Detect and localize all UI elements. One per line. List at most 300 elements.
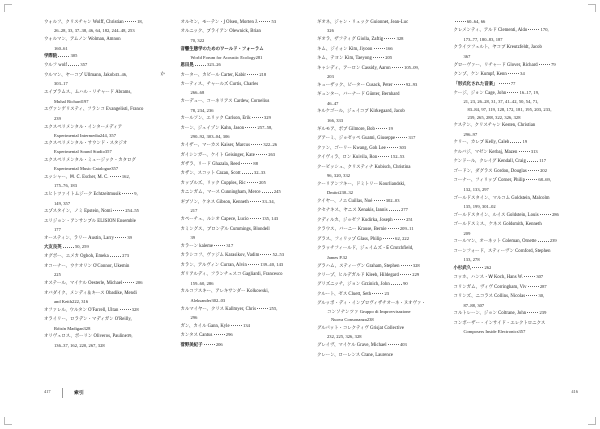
entry-roman: Capece, Lucio [219,217,249,223]
index-entry [454,80,579,89]
continuation-text: 133, 278 [463,257,480,263]
dot-leader [388,228,399,229]
entry-japanese: ガザラ、リード [180,161,211,167]
continuation-text: 136–37, 162, 220, 267, 328 [54,342,105,348]
continuation-text: 217 [190,208,198,214]
entry-pages: 317 [226,242,234,248]
index-entry [181,45,306,54]
index-entry [181,169,306,178]
continuation-text: 96, 320, 332 [327,173,351,179]
index-columns [44,18,578,370]
continuation-text: 132, 133, 297 [463,186,489,192]
index-entry [44,156,169,165]
entry-roman: Carlson, Erik [223,116,251,122]
entry-japanese: エヴァンゲリスティ、フランコ [44,107,105,113]
entry-japanese: オファレル、ウルタン [44,307,87,313]
entry-pages: 218 [259,71,267,77]
dot-leader [247,182,258,183]
entry-pages: 254–55 [125,208,139,214]
continuation-text: Experimental Intermedia [54,132,100,138]
entry-roman: Cazan, Scott [215,171,241,177]
entry-japanese: クイヴィラ、ロン [317,155,352,161]
continuation-text: 232, 225, 326, 328 [327,334,362,340]
index-entry [181,97,306,106]
continuation-text: 239 [54,115,61,121]
index-entry-continuation [44,182,169,190]
continuation-text: 239, 265, 288, 322, 326, 328 [467,114,521,120]
index-entry [44,123,169,132]
entry-roman: O'Reilly, [113,317,132,323]
entry-japanese: ギブソン、ケネス [180,199,216,205]
entry-pages: 328 [131,306,139,312]
dot-leader [519,151,530,152]
dot-leader [241,163,252,164]
entry-japanese: 「形式化された音楽」 [453,81,498,87]
entry-japanese: カーター、カビール [180,72,220,78]
dot-leader [214,245,225,246]
entry-pages: 39, [126,333,133,339]
entry-roman: Goldstein, Malcolm [510,195,550,201]
entry-japanese: グリズニッチ、ジョン [317,282,361,288]
index-entry [44,52,169,61]
entry-japanese: グルパット・コレクティヴ [317,325,369,331]
index-entry [181,215,306,224]
entry-japanese: コーンフォード、スティーヴン [453,248,514,254]
continuation-pages: 197 [81,98,89,104]
index-entry [317,54,442,63]
page-footer [44,389,578,401]
index-entry-continuation [317,27,442,35]
dot-leader [245,127,256,128]
index-entry-continuation [454,98,579,106]
entry-roman: Kallmyer, Chris [224,306,256,312]
dot-leader [195,65,206,66]
entry-japanese: オースティン、ラリー [44,235,87,241]
continuation-text: 78, 234, 236 [190,107,214,113]
dot-leader [392,67,403,68]
entry-japanese: キャシディ、アーロン [317,65,361,71]
index-entry: か カーター、カビール Carter, Kabir 218 [160,71,267,78]
entry-roman: ELISION Ensemble [96,218,136,224]
entry-pages: 62, 222 [395,235,409,241]
entry-roman: Austin, Larry [86,235,114,241]
index-entry-continuation [317,308,442,316]
entry-japanese: キルケゴール、ジェイコブ [317,109,369,115]
index-entry [454,148,579,157]
entry-roman: Olewnick, Brian [228,29,261,35]
entry-roman: Cluett, Seth [347,291,372,297]
dot-leader [120,309,131,310]
dot-leader [528,29,539,30]
continuation-pages: 357 [104,149,112,155]
dot-leader [250,201,261,202]
index-entry [454,283,579,292]
index-entry-continuation [317,316,442,324]
entry-roman: Kleeb, Hildegard [364,272,399,278]
entry-japanese: オリヴェロス、ポーリン [44,334,93,340]
entry-roman: Kendall, Craig [496,159,526,165]
index-entry [454,89,579,98]
crop-mark-top-left [4,4,12,12]
continuation-pages: 357 [111,166,119,172]
index-entry [317,341,442,350]
entry-japanese: ゴールドスミス、ケネス [453,222,502,228]
dot-leader [540,214,551,215]
continuation-text: 290–92, 303–04, 306 [190,134,230,140]
dot-leader [115,237,126,238]
entry-pages: 166 [385,45,393,51]
dot-leader [455,21,466,22]
entry-roman: Cantus [197,333,213,339]
entry-roman: Giolla, Zaftig [355,37,384,43]
entry-japanese: ギルモア、ボブ [317,126,348,132]
index-entry-continuation [181,207,306,215]
entry-roman: Cardew, Cornelius [232,99,270,105]
entry-pages: 328 [396,36,404,42]
entry-japanese: キム、テヨン [317,56,344,62]
dot-leader [252,117,263,118]
entry-roman: Karasikov, Vadim [223,253,260,259]
entry-japanese: コッホ、ハンス・W [453,275,493,281]
entry-japanese: 小杉武久 [453,266,472,272]
entry-japanese: ゴードン、ダグラス [453,168,493,174]
continuation-pages: 32 [342,254,348,260]
entry-japanese: カミングス、ブロンデル [180,226,229,232]
entry-pages: 162, [121,173,130,179]
index-entry [317,271,442,280]
entry-roman: O'Farrell, Ultan [86,307,119,313]
dot-leader [376,128,387,129]
dot-leader [400,274,411,275]
index-entry-continuation [454,186,579,194]
index-entry-continuation [454,302,579,310]
index-entry-continuation [181,280,306,288]
entry-japanese: クレーン、ローレンス [317,352,361,358]
dot-leader [248,264,259,265]
entry-roman: Echtzeitmusik [92,192,121,198]
entry-pages: 105–09, [404,64,419,70]
entry-pages: 322–26 [263,142,278,148]
entry-japanese: ウォルフ、クリスチャン [44,20,92,25]
index-entry [44,61,169,70]
entry-roman: Kubisch, Christina [373,164,411,170]
entry-japanese: クラッチフィールド、ジェイムズ・E [317,246,390,252]
entry-japanese: エリジョン・アンサンブル [44,218,97,224]
index-entry [317,35,442,44]
index-entry [181,331,306,340]
entry-japanese: ケステン、クリスチャン [453,123,501,129]
entry-roman: Kumpf, Kenn [479,72,507,78]
continuation-text: 149, 357 [54,200,71,206]
entry-japanese: ギオネ、ジャン・リュック [317,20,370,25]
entry-japanese: キム、ジイォン [317,46,348,52]
continuation-text: 87–88, 307 [463,302,485,308]
entry-japanese: クレメンティ、アルド [453,28,497,34]
index-entry [454,26,579,35]
entry-japanese: グアーミ、ジョゼッペ [317,136,361,142]
dot-leader [257,308,268,309]
continuation-text: Muhal Richard [54,98,82,104]
index-entry [181,80,306,89]
entry-japanese: ガイシンガー、ケイト [180,152,224,158]
dot-leader [508,73,519,74]
dot-leader [378,156,389,157]
entry-pages: 239 [549,238,557,244]
entry-pages: 329 [264,115,271,121]
entry-pages: 287 [539,283,547,289]
continuation-text: 21, 23, 26–28, 31, 37, 41–42, 50, 54, 71, [463,99,539,105]
dot-leader [110,256,121,257]
index-entry-continuation [454,106,579,114]
index-entry [317,64,442,73]
index-entry [181,18,306,27]
entry-roman: Koch, Hans W. [492,275,523,281]
entry-roman: Clementi, Aldo [496,28,528,34]
entry-pages: 139–40, 143 [260,261,284,267]
index-entry-continuation [317,73,442,81]
entry-pages: 303 [399,144,407,150]
entry-japanese: カーティス、チャールズ [180,81,229,87]
entry-pages: 205 [385,55,393,61]
entry-pages: 34 [520,71,525,77]
index-entry-continuation [181,234,306,242]
continuation-text: and Keith [54,299,73,305]
entry-japanese: 恩田晃 [180,63,194,69]
entry-roman: Olsen, Morten J. [224,20,259,25]
dot-leader [526,179,537,180]
entry-japanese: クライツフェルト、ヤコブ [453,45,506,51]
entry-japanese: クディルカ、ジョゼフ [317,217,361,223]
entry-japanese: オグボー、エメカ [44,254,79,260]
index-entry [317,262,442,271]
entry-roman: Xenakis, Iannis [356,208,388,214]
entry-roman: Guionnet, Jean-Luc [369,20,409,25]
entry-pages: 205 [259,179,266,185]
index-entry [181,305,306,314]
entry-roman: Cupples, Ric [219,180,246,186]
entry-pages: 53 [271,19,277,24]
entry-pages: 30, [538,293,545,299]
entry-japanese: グルッポ・ディ・インプロヴィザチオーネ・ヌオヴァ・ [317,301,426,307]
entry-roman: Kuivila, Ron [351,155,378,161]
index-entry [454,292,579,301]
index-entry [317,107,442,116]
dot-leader [251,144,262,145]
entry-pages: 255, [269,305,278,311]
entry-pages: 18, [137,19,143,24]
entry-roman: Gilmore, Bob [347,126,375,132]
entry-japanese: オステール、マイケル [44,281,87,287]
entry-roman: Ullmann, Jakob [83,72,115,78]
continuation-text: 46–47 [327,100,339,106]
index-entry [317,197,442,206]
entry-pages: 328 [412,262,420,268]
dot-leader [113,210,124,211]
index-entry [181,198,306,207]
entry-japanese: カーデュー、コーネリアス [180,99,233,105]
entry-roman: Kahn, Jason [219,125,245,131]
entry-roman: Kim, Jiyoon [347,46,373,52]
dot-leader [527,312,538,313]
entry-japanese: キューザック、ピーター [317,82,365,88]
continuation-text: 303–17 [54,81,68,87]
entry-japanese: ガリアルディ、フランチェスコ [180,272,242,278]
entry-pages: 263 [268,151,276,157]
index-entry [317,163,442,172]
entry-roman: Kirkegaard, Jacob [368,109,405,115]
entry-japanese: カールソン、エリック [180,116,224,122]
index-entry [44,190,169,199]
index-entry [181,179,306,188]
index-entry [44,18,169,27]
dot-leader [374,200,385,201]
crop-mark-bottom-right [588,417,596,425]
entry-roman: Corner, Philip [496,178,525,184]
index-entry-continuation [454,114,579,122]
index-entry [44,88,169,97]
index-entry [317,144,442,153]
entry-roman: Cornford, Stephen [513,248,551,254]
index-entry [44,315,169,324]
folio-divider [62,388,63,398]
index-entry [317,290,442,299]
continuation-text: 135, 199, 301–02 [463,204,496,210]
dot-leader [510,142,521,143]
folio-left: 417 [44,389,51,394]
entry-roman: Curtis, Charles [228,81,259,87]
index-entry [317,225,442,234]
continuation-pages: 357 [518,328,526,334]
entry-japanese: カラン、アルヴィン [180,262,220,268]
entry-roman: Gordon, Douglas [492,168,527,174]
entry-roman: wolf [57,63,68,69]
index-entry-continuation [44,80,169,88]
entry-roman: Cummings, Blondell [228,226,270,232]
entry-japanese: クセナキス、ヤニス [317,208,357,214]
entry-japanese: カペーチェ、ルシオ [180,217,220,223]
index-entry [44,289,169,298]
index-entry [454,194,579,203]
index-entry [454,319,579,328]
entry-roman: Grzinich, John [360,282,390,288]
index-entry [454,211,579,220]
entry-japanese: ウォルマン、アムノン [44,37,87,43]
entry-japanese: エイブラムス、ムハル・リチャード [44,90,115,96]
entry-pages: 403 [399,342,407,348]
index-entry [181,114,306,123]
entry-pages: 60–64, 66 [466,19,486,24]
entry-japanese: グローヴァー、リチャード [453,62,506,68]
dot-leader [526,295,537,296]
entry-japanese: カルコフスキー、アレキサンダー [180,289,246,295]
entry-pages: 79 [551,61,556,67]
entry-roman: Coltrane, John [496,311,527,317]
dot-leader [242,173,253,174]
index-entry-continuation [454,328,579,336]
entry-pages: 229 [412,271,420,277]
index-entry-continuation [44,98,169,106]
dot-leader [260,254,271,255]
entry-pages: 202 [540,167,548,173]
entry-japanese: カーン、ジェイゾン [180,125,220,131]
dot-leader [374,48,385,49]
entry-roman: Kelly, Caleb [484,140,510,146]
entry-pages: 305 [70,53,78,59]
entry-roman: Gibson, Kenneth [215,199,249,205]
dot-leader [538,241,549,242]
continuation-pages: 244, 357 [99,132,117,138]
entry-pages: 206 [215,341,223,347]
entry-pages: 43–46, [114,71,128,77]
entry-japanese: ウルフ [44,63,58,69]
entry-japanese: 音響生態学のためのワールド・フォーラム [180,46,264,52]
column-1 [44,18,169,370]
continuation-text: Experimental Music Catalogue [54,166,112,172]
index-entry [454,237,579,246]
entry-pages: 9, [134,191,138,197]
entry-pages: 302–03 [385,197,400,203]
entry-japanese: カンタス [180,333,198,339]
dot-leader [539,64,550,65]
entry-roman: Kourliandski, [377,181,406,187]
index-entry [317,324,442,333]
index-entry [181,261,306,270]
index-entry [181,151,306,160]
index-entry-continuation [181,297,306,305]
index-entry [44,139,169,148]
index-entry-continuation [317,117,442,125]
dot-leader [262,192,273,193]
entry-pages: 92–93 [405,81,418,87]
entry-pages: 90 [403,281,408,287]
dot-leader [259,21,270,22]
entry-japanese: エクスペリメンタル・ミュージック・カタログ [44,158,136,164]
dot-leader [214,334,225,335]
entry-pages: 68–69, [538,177,551,183]
continuation-text: 159–60, 286 [190,280,214,286]
continuation-text: 296 [190,315,198,321]
entry-roman: Oesterle, Michael [86,281,123,287]
index-entry [181,251,306,260]
index-entry [454,167,579,176]
dot-leader [388,344,399,345]
index-entry-continuation [317,189,442,197]
dot-leader [231,325,242,326]
entry-roman: Goldsmith, Kenneth [501,222,542,228]
index-entry [454,247,579,256]
entry-japanese: ゴールドスタイン、ルイス [453,212,506,218]
continuation-text: Experimental Sound Studio [54,149,105,155]
entry-pages: 19 [388,125,393,131]
index-entry [454,264,579,273]
crop-mark-bottom-left [4,417,12,425]
entry-pages: 209–11 [399,226,414,232]
index-entry [44,207,169,216]
entry-pages: 313 [530,148,538,154]
entry-roman: Abrams, [114,90,132,96]
index-entry [181,242,306,251]
entry-pages: 117 [539,158,547,164]
index-entry [44,234,169,243]
entry-japanese: クラウス、バーニー [317,227,357,233]
index-entry-continuation [454,256,579,264]
entry-pages: 317 [408,135,416,141]
entry-japanese: 菅野美紀子 [180,342,203,348]
entry-japanese: ケルバジ、マゼン [453,149,488,155]
index-entry [44,71,169,80]
continuation-text: 326 [327,28,334,34]
entry-roman: Glass, Philip [356,236,382,242]
